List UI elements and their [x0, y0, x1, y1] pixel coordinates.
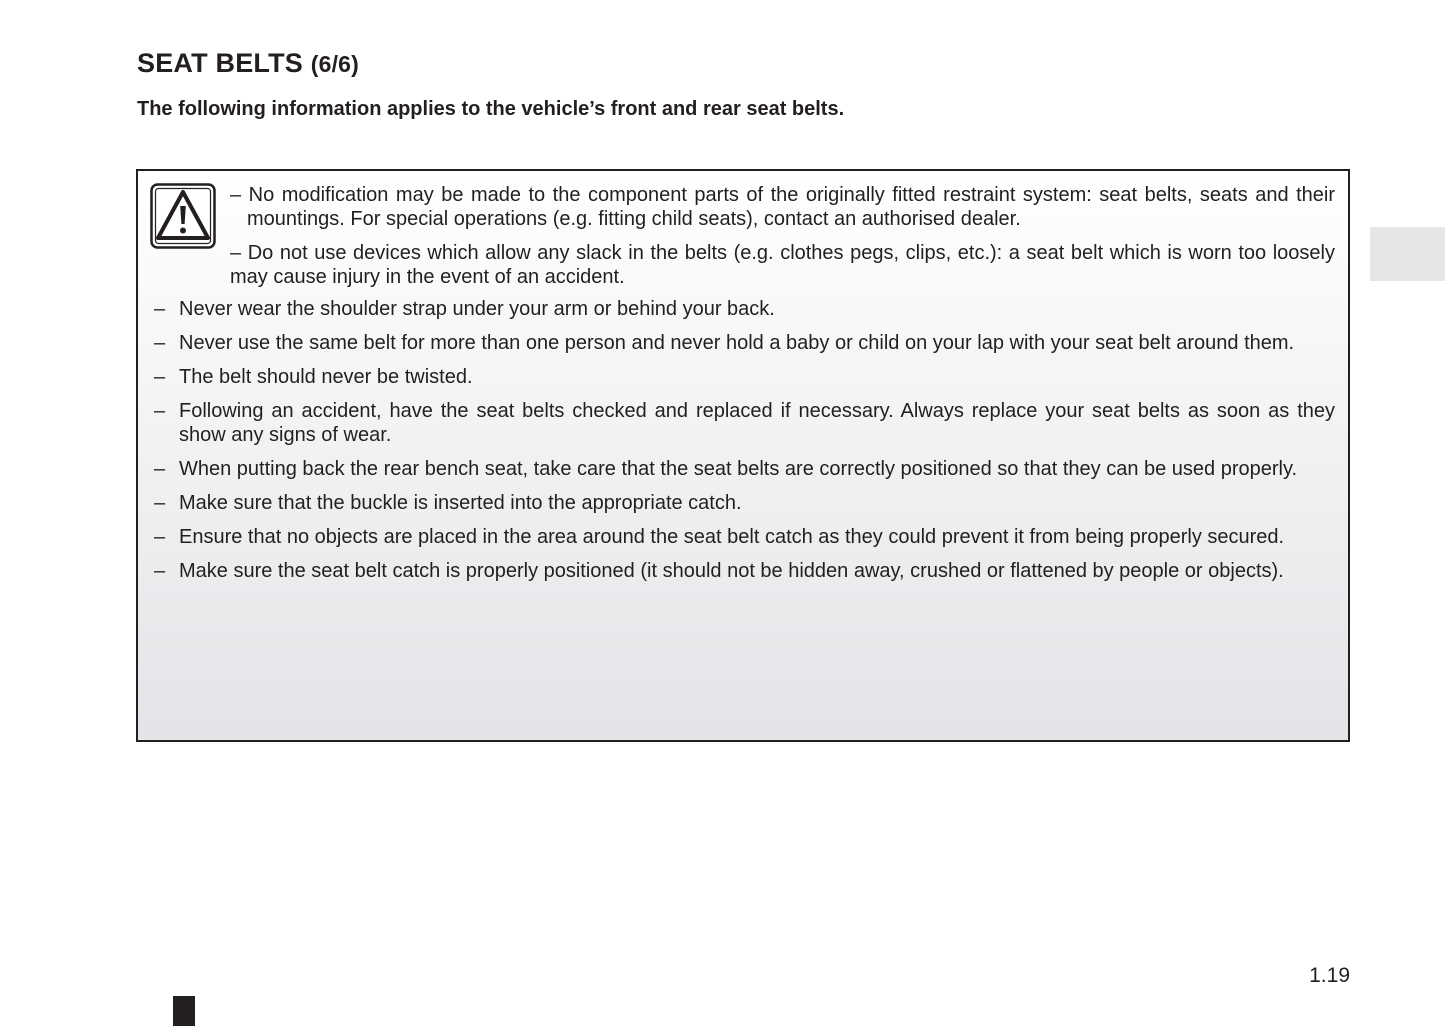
list-item: [154, 525, 1335, 549]
title-part-indicator: (6/6): [310, 51, 360, 77]
list-item-text: Following an accident, have the seat belts checked and replaced if necessary. Always replace your seat belts as soon as they show any signs of wear.: [179, 400, 1335, 446]
list-item-text: Make sure the seat belt catch is properly positioned (it should not be hidden away, crushed or flattened by people or objects).: [179, 560, 1284, 582]
list-item: [154, 491, 1335, 515]
warning-top-items: [230, 183, 1335, 299]
list-item: [154, 365, 1335, 389]
list-dash: –: [154, 560, 166, 582]
warning-list: [154, 297, 1335, 593]
list-item-text: Never wear the shoulder strap under your arm or behind your back.: [179, 298, 775, 320]
list-item: [154, 399, 1335, 447]
list-dash: –: [154, 332, 166, 354]
page-title: [137, 48, 359, 79]
list-dash: –: [154, 298, 166, 320]
chapter-tab: [1370, 227, 1445, 281]
list-item-text: Never use the same belt for more than one person and never hold a baby or child on your lap with your seat belt around them.: [179, 332, 1295, 354]
list-dash: –: [154, 492, 166, 514]
warning-box: [136, 169, 1350, 742]
list-dash: –: [154, 400, 166, 422]
page-number: 1.19: [1309, 964, 1350, 987]
warning-top-item: – Do not use devices which allow any slack in the belts (e.g. clothes pegs, clips, etc.): a seat belt which is worn too loosely may cause injury in the event of an accident.: [230, 242, 1335, 288]
intro-paragraph: The following information applies to the vehicle’s front and rear seat belts.: [137, 98, 845, 120]
list-item-text: The belt should never be twisted.: [179, 366, 473, 388]
list-dash: –: [154, 458, 166, 480]
list-item: [154, 457, 1335, 481]
warning-triangle-icon: [150, 183, 216, 249]
warning-top-item: – No modification may be made to the component parts of the originally fitted restraint system: seat belts, seats and their mountings. For special operations (e.g. fitting child seats), contact an authorised dealer.: [230, 184, 1335, 230]
list-item: [154, 559, 1335, 583]
list-item-text: When putting back the rear bench seat, take care that the seat belts are correctly positioned so that they can be used properly.: [179, 458, 1298, 480]
list-item: [154, 331, 1335, 355]
list-item-text: Ensure that no objects are placed in the area around the seat belt catch as they could prevent it from being properly secured.: [179, 526, 1285, 548]
list-dash: –: [154, 526, 166, 548]
list-dash: –: [154, 366, 166, 388]
list-item-text: Make sure that the buckle is inserted into the appropriate catch.: [179, 492, 742, 514]
corner-crop-mark: [173, 996, 195, 1026]
title-text: SEAT BELTS: [137, 48, 304, 78]
list-item: [154, 297, 1335, 321]
